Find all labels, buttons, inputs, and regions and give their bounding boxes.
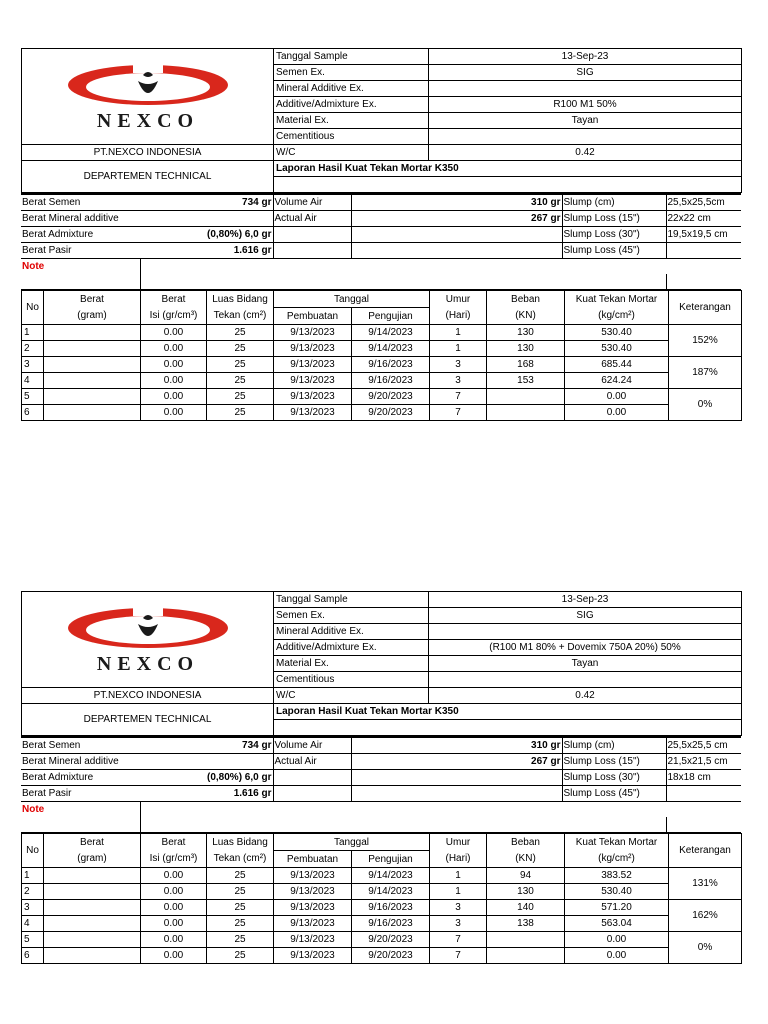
berat-pasir-label: Berat Pasir [21,243,140,259]
report-title-spacer [274,177,742,193]
col-pengujian: Pengujian [352,851,430,868]
slump-loss-30-label: Slump Loss (30") [562,770,666,786]
berat-mineral-label: Berat Mineral additive [21,211,140,227]
slump-label: Slump (cm) [562,194,666,211]
cell-no: 6 [22,405,44,421]
cell-berat [44,389,141,405]
slump-loss-15-label: Slump Loss (15") [562,754,666,770]
cell-berat-isi: 0.00 [141,948,207,964]
col-tanggal: Tanggal [274,834,430,851]
cell-berat-isi: 0.00 [141,916,207,932]
slump-loss-15-value: 22x22 cm [666,211,741,227]
cell-no: 2 [22,341,44,357]
col-umur-unit: (Hari) [430,851,487,868]
tanggal-sample-label: Tanggal Sample [274,592,429,608]
col-umur: Umur [430,291,487,308]
volume-air-value: 310 gr [351,737,562,754]
slump-loss-15-value: 21,5x21,5 cm [666,754,741,770]
cell-beban: 94 [487,868,565,884]
cell-kuat: 571.20 [565,900,669,916]
col-kuat: Kuat Tekan Mortar [565,291,669,308]
col-luas-unit: Tekan (cm²) [207,851,274,868]
cell-pembuatan: 9/13/2023 [274,405,352,421]
table-row [22,948,742,964]
cell-berat-isi: 0.00 [141,884,207,900]
cell-kuat: 563.04 [565,916,669,932]
table-row [22,389,742,405]
table-row [22,932,742,948]
slump-label: Slump (cm) [562,737,666,754]
material-ex-label: Material Ex. [274,656,429,672]
berat-admixture-value: (0,80%) 6,0 gr [140,770,273,786]
col-kuat-unit: (kg/cm²) [565,308,669,325]
volume-air-label: Volume Air [273,737,351,754]
cell-umur: 7 [430,948,487,964]
cementitious-value [429,129,742,145]
col-beban: Beban [487,834,565,851]
cell-no: 1 [22,325,44,341]
cell-berat [44,325,141,341]
logo-cell [22,592,274,688]
col-beban-unit: (KN) [487,308,565,325]
cell-pengujian: 9/20/2023 [352,932,430,948]
cell-kuat: 383.52 [565,868,669,884]
volume-air-label: Volume Air [273,194,351,211]
note-label: Note [21,802,140,818]
cell-pembuatan: 9/13/2023 [274,373,352,389]
cell-keterangan: 0% [669,389,742,421]
slump-loss-30-value: 18x18 cm [666,770,741,786]
col-no: No [22,291,44,325]
cell-berat [44,357,141,373]
cell-luas: 25 [207,373,274,389]
cell-no: 6 [22,948,44,964]
test-results-table [21,833,742,964]
cell-umur: 3 [430,373,487,389]
actual-air-value: 267 gr [351,211,562,227]
col-luas-unit: Tekan (cm²) [207,308,274,325]
cell-umur: 7 [430,405,487,421]
col-pembuatan: Pembuatan [274,308,352,325]
berat-admixture-label: Berat Admixture [21,227,140,243]
cell-berat-isi: 0.00 [141,389,207,405]
cell-beban: 140 [487,900,565,916]
table-row [22,884,742,900]
cell-pembuatan: 9/13/2023 [274,900,352,916]
cell-luas: 25 [207,357,274,373]
cell-beban: 138 [487,916,565,932]
cell-pengujian: 9/16/2023 [352,916,430,932]
table-row [22,900,742,916]
cell-umur: 3 [430,916,487,932]
note-label: Note [21,259,140,275]
cell-beban [487,932,565,948]
cell-no: 3 [22,900,44,916]
cell-beban: 130 [487,325,565,341]
company-name: PT.NEXCO INDONESIA [22,688,274,704]
berat-mineral-value [140,211,273,227]
cell-luas: 25 [207,389,274,405]
cell-beban [487,389,565,405]
report-sheet-2 [21,591,741,964]
cementitious-label: Cementitious [274,672,429,688]
nexco-logo [63,55,233,135]
slump-loss-30-value: 19,5x19,5 cm [666,227,741,243]
mix-details [21,736,741,833]
cell-pengujian: 9/16/2023 [352,900,430,916]
berat-pasir-value: 1.616 gr [140,243,273,259]
actual-air-label: Actual Air [273,211,351,227]
semen-ex-label: Semen Ex. [274,608,429,624]
report-title-spacer [274,720,742,736]
cell-luas: 25 [207,932,274,948]
volume-air-value: 310 gr [351,194,562,211]
cell-pengujian: 9/20/2023 [352,948,430,964]
col-berat-isi: Berat [141,291,207,308]
wc-value: 0.42 [429,688,742,704]
cell-umur: 3 [430,357,487,373]
department-name: DEPARTEMEN TECHNICAL [22,704,274,736]
cell-berat [44,884,141,900]
col-berat-unit: (gram) [44,308,141,325]
cell-beban: 130 [487,341,565,357]
col-pembuatan: Pembuatan [274,851,352,868]
cell-beban [487,405,565,421]
cell-pembuatan: 9/13/2023 [274,389,352,405]
cell-keterangan: 131% [669,868,742,900]
mineral-additive-label: Mineral Additive Ex. [274,81,429,97]
department-name: DEPARTEMEN TECHNICAL [22,161,274,193]
cell-berat-isi: 0.00 [141,341,207,357]
col-no: No [22,834,44,868]
cell-luas: 25 [207,405,274,421]
col-kuat: Kuat Tekan Mortar [565,834,669,851]
cell-luas: 25 [207,948,274,964]
col-beban-unit: (KN) [487,851,565,868]
slump-value: 25,5x25,5cm [666,194,741,211]
material-ex-value: Tayan [429,113,742,129]
cell-umur: 7 [430,932,487,948]
cell-beban [487,948,565,964]
cell-luas: 25 [207,884,274,900]
wc-label: W/C [274,688,429,704]
cell-kuat: 0.00 [565,389,669,405]
mix-details [21,193,741,290]
table-row [22,868,742,884]
slump-loss-45-value [666,243,741,259]
berat-mineral-label: Berat Mineral additive [21,754,140,770]
cell-keterangan: 187% [669,357,742,389]
cementitious-label: Cementitious [274,129,429,145]
col-beban: Beban [487,291,565,308]
col-kuat-unit: (kg/cm²) [565,851,669,868]
cell-beban: 153 [487,373,565,389]
slump-loss-45-label: Slump Loss (45") [562,786,666,802]
berat-mineral-value [140,754,273,770]
cell-no: 4 [22,916,44,932]
berat-admixture-label: Berat Admixture [21,770,140,786]
cell-umur: 1 [430,325,487,341]
col-berat: Berat [44,291,141,308]
cell-kuat: 0.00 [565,405,669,421]
cell-pengujian: 9/14/2023 [352,341,430,357]
cell-no: 5 [22,932,44,948]
cementitious-value [429,672,742,688]
cell-pembuatan: 9/13/2023 [274,341,352,357]
cell-berat-isi: 0.00 [141,405,207,421]
slump-loss-15-label: Slump Loss (15") [562,211,666,227]
actual-air-label: Actual Air [273,754,351,770]
cell-kuat: 530.40 [565,325,669,341]
col-berat-isi: Berat [141,834,207,851]
berat-semen-label: Berat Semen [21,737,140,754]
col-keterangan: Keterangan [669,291,742,325]
cell-kuat: 530.40 [565,884,669,900]
cell-beban: 130 [487,884,565,900]
col-berat-isi-unit: Isi (gr/cm³) [141,851,207,868]
cell-berat-isi: 0.00 [141,325,207,341]
berat-semen-label: Berat Semen [21,194,140,211]
col-pengujian: Pengujian [352,308,430,325]
cell-luas: 25 [207,325,274,341]
cell-pembuatan: 9/13/2023 [274,325,352,341]
cell-keterangan: 0% [669,932,742,964]
cell-no: 3 [22,357,44,373]
table-row [22,373,742,389]
semen-ex-value: SIG [429,608,742,624]
col-umur-unit: (Hari) [430,308,487,325]
cell-luas: 25 [207,868,274,884]
cell-luas: 25 [207,341,274,357]
additive-admixture-label: Additive/Admixture Ex. [274,97,429,113]
material-ex-value: Tayan [429,656,742,672]
col-keterangan: Keterangan [669,834,742,868]
cell-pengujian: 9/16/2023 [352,373,430,389]
mineral-additive-value [429,81,742,97]
cell-kuat: 0.00 [565,932,669,948]
cell-pembuatan: 9/13/2023 [274,932,352,948]
cell-berat-isi: 0.00 [141,357,207,373]
slump-loss-45-label: Slump Loss (45") [562,243,666,259]
cell-kuat: 685.44 [565,357,669,373]
cell-umur: 1 [430,884,487,900]
table-row [22,916,742,932]
tanggal-sample-value: 13-Sep-23 [429,592,742,608]
table-row [22,325,742,341]
report-header [21,48,742,193]
col-umur: Umur [430,834,487,851]
cell-kuat: 0.00 [565,948,669,964]
cell-luas: 25 [207,900,274,916]
cell-berat [44,373,141,389]
cell-umur: 7 [430,389,487,405]
cell-kuat: 624.24 [565,373,669,389]
material-ex-label: Material Ex. [274,113,429,129]
cell-pembuatan: 9/13/2023 [274,916,352,932]
table-row [22,357,742,373]
wc-value: 0.42 [429,145,742,161]
company-name: PT.NEXCO INDONESIA [22,145,274,161]
cell-pengujian: 9/14/2023 [352,325,430,341]
cell-pengujian: 9/14/2023 [352,868,430,884]
cell-pembuatan: 9/13/2023 [274,884,352,900]
semen-ex-label: Semen Ex. [274,65,429,81]
cell-kuat: 530.40 [565,341,669,357]
logo-cell [22,49,274,145]
report-header [21,591,742,736]
berat-admixture-value: (0,80%) 6,0 gr [140,227,273,243]
berat-semen-value: 734 gr [140,194,273,211]
cell-umur: 1 [430,341,487,357]
cell-berat [44,405,141,421]
col-luas: Luas Bidang [207,291,274,308]
cell-berat [44,916,141,932]
mineral-additive-label: Mineral Additive Ex. [274,624,429,640]
additive-admixture-value: R100 M1 50% [429,97,742,113]
logo-text: NEXCO [96,653,199,675]
cell-luas: 25 [207,916,274,932]
tanggal-sample-value: 13-Sep-23 [429,49,742,65]
cell-berat-isi: 0.00 [141,932,207,948]
report-title: Laporan Hasil Kuat Tekan Mortar K350 [274,704,742,720]
report-title: Laporan Hasil Kuat Tekan Mortar K350 [274,161,742,177]
cell-no: 1 [22,868,44,884]
cell-pengujian: 9/16/2023 [352,357,430,373]
cell-no: 5 [22,389,44,405]
cell-pengujian: 9/14/2023 [352,884,430,900]
cell-pembuatan: 9/13/2023 [274,948,352,964]
cell-no: 4 [22,373,44,389]
col-luas: Luas Bidang [207,834,274,851]
col-berat: Berat [44,834,141,851]
berat-semen-value: 734 gr [140,737,273,754]
test-results-table [21,290,742,421]
table-row [22,341,742,357]
col-tanggal: Tanggal [274,291,430,308]
cell-keterangan: 162% [669,900,742,932]
wc-label: W/C [274,145,429,161]
cell-berat [44,868,141,884]
mineral-additive-value [429,624,742,640]
additive-admixture-value: (R100 M1 80% + Dovemix 750A 20%) 50% [429,640,742,656]
slump-loss-45-value [666,786,741,802]
cell-berat-isi: 0.00 [141,868,207,884]
report-sheet-1 [21,48,741,421]
table-row [22,405,742,421]
cell-berat [44,932,141,948]
cell-berat [44,948,141,964]
cell-berat-isi: 0.00 [141,900,207,916]
cell-no: 2 [22,884,44,900]
cell-berat [44,900,141,916]
semen-ex-value: SIG [429,65,742,81]
nexco-logo [63,598,233,678]
tanggal-sample-label: Tanggal Sample [274,49,429,65]
slump-value: 25,5x25,5 cm [666,737,741,754]
cell-pembuatan: 9/13/2023 [274,868,352,884]
cell-umur: 1 [430,868,487,884]
cell-umur: 3 [430,900,487,916]
cell-pengujian: 9/20/2023 [352,405,430,421]
berat-pasir-value: 1.616 gr [140,786,273,802]
actual-air-value: 267 gr [351,754,562,770]
col-berat-isi-unit: Isi (gr/cm³) [141,308,207,325]
cell-pengujian: 9/20/2023 [352,389,430,405]
additive-admixture-label: Additive/Admixture Ex. [274,640,429,656]
cell-keterangan: 152% [669,325,742,357]
cell-berat [44,341,141,357]
berat-pasir-label: Berat Pasir [21,786,140,802]
slump-loss-30-label: Slump Loss (30") [562,227,666,243]
cell-beban: 168 [487,357,565,373]
cell-berat-isi: 0.00 [141,373,207,389]
logo-text: NEXCO [96,110,199,132]
cell-pembuatan: 9/13/2023 [274,357,352,373]
col-berat-unit: (gram) [44,851,141,868]
